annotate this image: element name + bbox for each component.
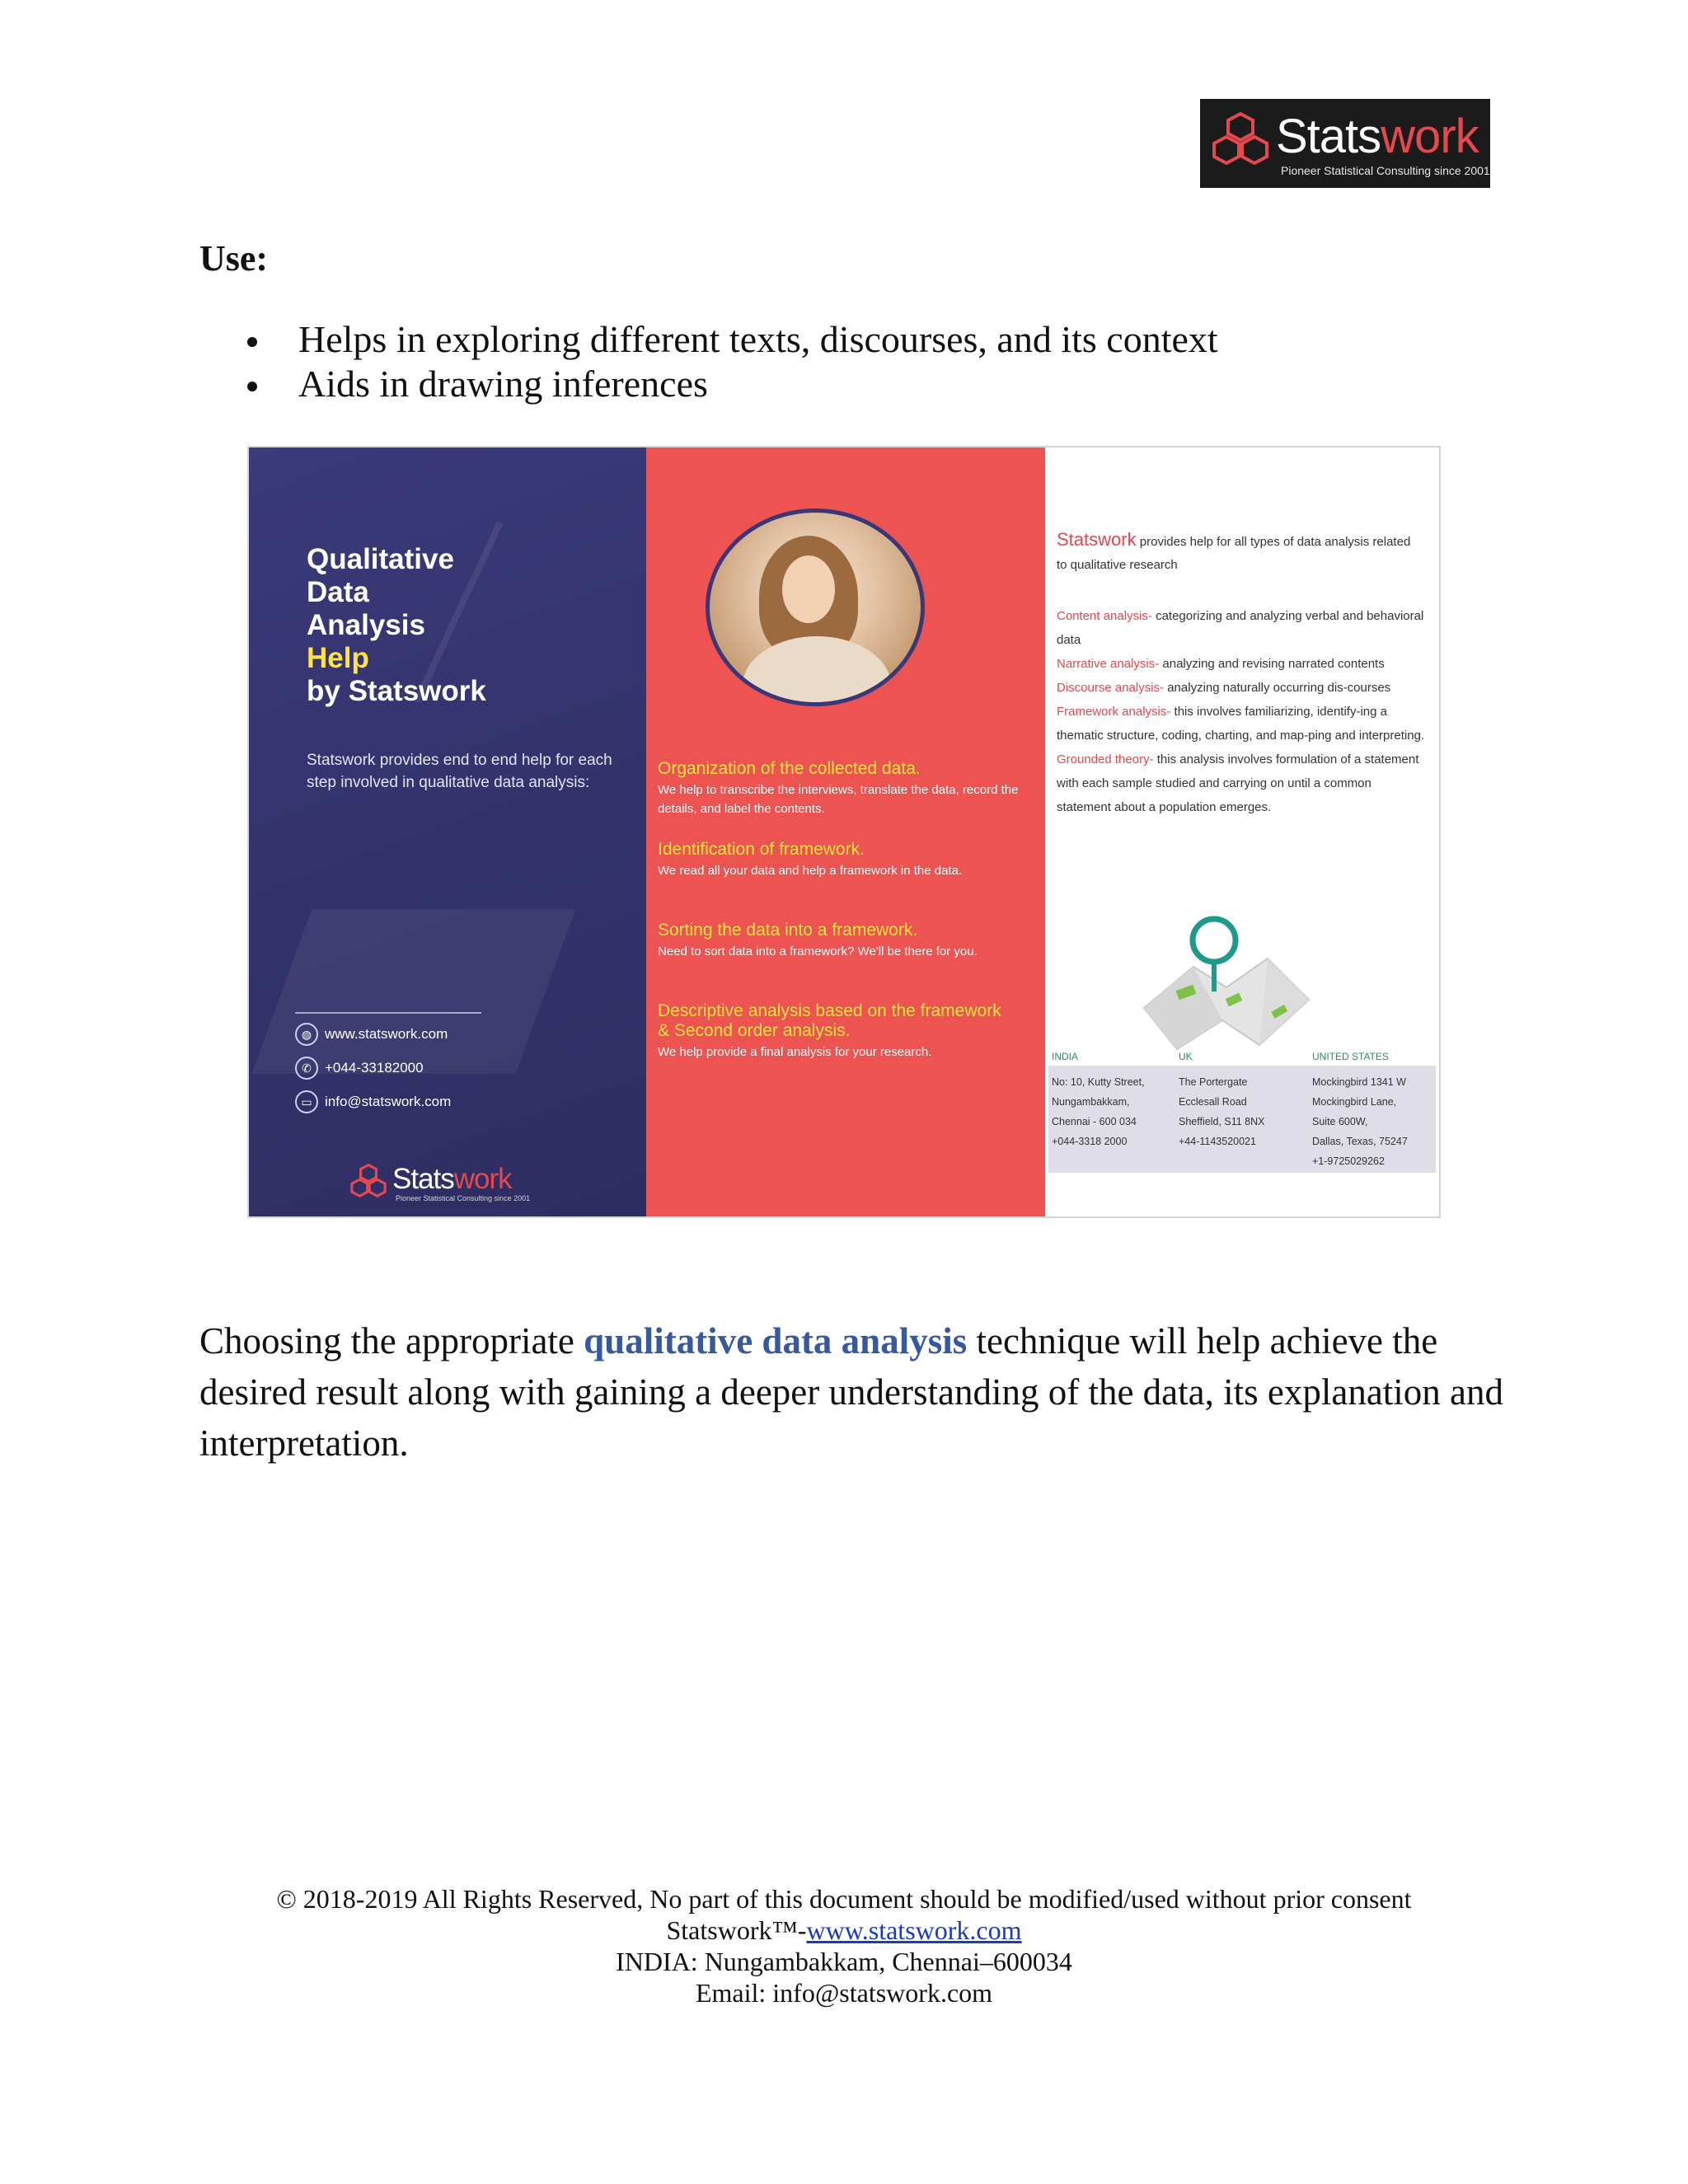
logo-word-stats: Stats bbox=[1276, 110, 1381, 163]
address-lines: No: 10, Kutty Street, Nungambakkam, Chennai - 600 034 +044-3318 2000 bbox=[1052, 1076, 1145, 1147]
address-country: INDIA bbox=[1052, 1051, 1079, 1062]
middle-text: We help provide a final analysis for your research. bbox=[658, 1045, 932, 1059]
brochure-middle-panel bbox=[646, 448, 1045, 1216]
cube-logo-icon bbox=[348, 1163, 389, 1199]
address-lines: Mockingbird 1341 W Mockingbird Lane, Suite 600W, Dallas, Texas, 75247 +1-9725029262 bbox=[1312, 1076, 1408, 1167]
cube-logo-icon bbox=[1208, 110, 1273, 168]
chat-icon: ▭ bbox=[295, 1090, 318, 1113]
bullet-icon bbox=[247, 337, 257, 347]
right-intro: Statswork provides help for all types of data analysis related to qualitative research bbox=[1057, 529, 1411, 572]
brochure-image bbox=[247, 446, 1441, 1218]
list-item: Framework analysis- this involves familiarizing, identify-ing a thematic structure, coding, charting, and map-ping and interpreting. bbox=[1057, 705, 1425, 743]
brochure-left-panel bbox=[249, 448, 646, 1216]
address-country: UNITED STATES bbox=[1312, 1051, 1389, 1062]
map-pin-icon bbox=[1128, 909, 1317, 1057]
middle-text: We help to transcribe the interviews, translate the data, record the details, and label the contents. bbox=[658, 783, 1019, 816]
middle-heading: Organization of the collected data. bbox=[658, 759, 921, 778]
contact-phone: ✆ +044-33182000 bbox=[295, 1057, 424, 1080]
list-item: Narrative analysis- analyzing and revising narrated contents bbox=[1057, 657, 1385, 671]
footer-copyright: © 2018-2019 All Rights Reserved, No part of this document should be modified/used without prior consent bbox=[276, 1884, 1412, 1914]
brochure-right-panel bbox=[1045, 448, 1441, 1216]
website-link[interactable]: www.statswork.com bbox=[806, 1915, 1022, 1945]
list-item: Content analysis- categorizing and analyzing verbal and behavioral data bbox=[1057, 609, 1424, 647]
logo-tagline: Pioneer Statistical Consulting since 2001 bbox=[1281, 164, 1490, 177]
contact-email: ▭ info@statswork.com bbox=[295, 1090, 451, 1113]
middle-heading: Sorting the data into a framework. bbox=[658, 921, 918, 940]
contact-website: ◍ www.statswork.com bbox=[295, 1023, 448, 1046]
bullet-icon bbox=[247, 382, 257, 391]
middle-heading: Identification of framework. bbox=[658, 840, 865, 859]
list-item: Aids in drawing inferences bbox=[247, 362, 1218, 406]
bullet-list bbox=[247, 317, 1218, 406]
phone-icon: ✆ bbox=[295, 1057, 318, 1080]
logo-word-work: work bbox=[1381, 110, 1479, 163]
qualitative-data-analysis-link[interactable]: qualitative data analysis bbox=[584, 1320, 968, 1361]
analysis-types bbox=[1057, 604, 1428, 819]
brochure-title: Qualitative Data Analysis Help by Statswork bbox=[307, 543, 486, 707]
list-item: Discourse analysis- analyzing naturally occurring dis-courses bbox=[1057, 681, 1391, 695]
list-item: Grounded theory- this analysis involves formulation of a statement with each sample studied and carrying on until a common statement about a population emerges. bbox=[1057, 752, 1419, 814]
globe-icon: ◍ bbox=[295, 1023, 318, 1046]
body-paragraph: Choosing the appropriate qualitative data analysis technique will help achieve the desired result along with gaining a deeper understanding of the data, its explanation and interpretation. bbox=[199, 1320, 1504, 1464]
middle-text: Need to sort data into a framework? We'll be there for you. bbox=[658, 944, 978, 958]
divider bbox=[295, 1012, 481, 1014]
footer-brand-line: Statswork™-www.statswork.com bbox=[666, 1915, 1022, 1945]
brochure-logo: Statswork Pioneer Statistical Consulting since 2001 bbox=[348, 1163, 389, 1203]
footer-address: INDIA: Nungambakkam, Chennai–600034 bbox=[616, 1947, 1072, 1976]
address-country: UK bbox=[1179, 1051, 1193, 1062]
middle-text: We read all your data and help a framework in the data. bbox=[658, 864, 963, 878]
list-item: Helps in exploring different texts, discourses, and its context bbox=[247, 317, 1218, 362]
addresses-block bbox=[1048, 1051, 1436, 1173]
footer-email: Email: info@statswork.com bbox=[695, 1978, 993, 2008]
address-lines: The Portergate Ecclesall Road Sheffield, S11 8NX +44-1143520021 bbox=[1179, 1076, 1265, 1147]
statswork-logo bbox=[1200, 99, 1490, 188]
brochure-description: Statswork provides end to end help for each step involved in qualitative data analysis: bbox=[307, 752, 612, 791]
section-heading: Use: bbox=[199, 238, 269, 279]
woman-photo bbox=[706, 509, 925, 706]
middle-heading: Descriptive analysis based on the framework & Second order analysis. bbox=[658, 1001, 1001, 1040]
